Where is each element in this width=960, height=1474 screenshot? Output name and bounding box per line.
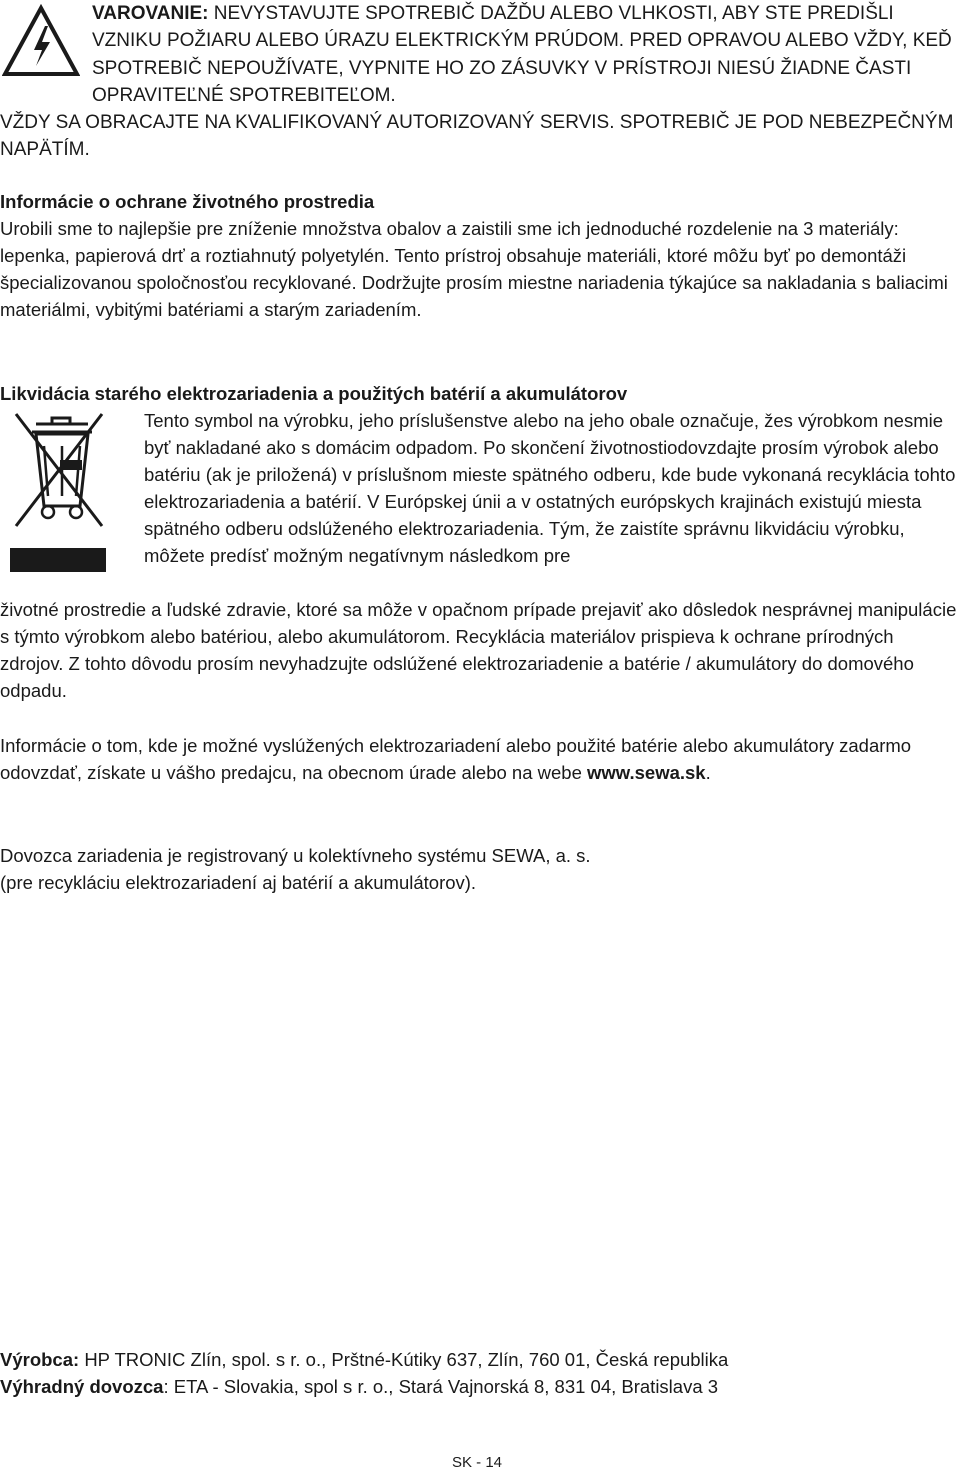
importer-line-2: (pre recykláciu elektrozariadení aj batérií a akumulátorov).	[0, 872, 477, 893]
warning-label: VAROVANIE:	[92, 3, 209, 24]
website-suffix: .	[705, 762, 711, 783]
safety-warning	[92, 0, 956, 110]
disposal-text-continued: životné prostredie a ľudské zdravie, ktoré sa môže v opačnom prípade prejaviť ako dôsledok nesprávnej manipulácie s týmto výrobkom alebo batériou, alebo akumulátorom. Recyklácia materiálov prispieva k ochrane prírodných zdrojov. Z tohto dôvodu prosím nevyhadzujte odslúžené elektrozariadenie a batérie / akumulátory do domového odpadu.	[0, 599, 957, 701]
manufacturer-value: HP TRONIC Zlín, spol. s r. o., Prštné-Kútiky 637, Zlín, 760 01, Česká republika	[84, 1349, 729, 1370]
exclusive-importer-value: : ETA - Slovakia, spol s r. o., Stará Vajnorská 8, 831 04, Bratislava 3	[163, 1376, 719, 1397]
importer-line-1: Dovozca zariadenia je registrovaný u kolektívneho systému SEWA, a. s.	[0, 845, 591, 866]
importer-registration	[0, 842, 958, 896]
manufacturer-label: Výrobca:	[0, 1349, 80, 1370]
collection-info	[0, 732, 958, 786]
warning-text: NEVYSTAVUJTE SPOTREBIČ DAŽĎU ALEBO VLHKOSTI, ABY STE PREDIŠLI VZNIKU POŽIARU ALEBO ÚRAZU ELEKTRICKÝM PRÚDOM. PRED OPRAVOU ALEBO VŽDY, KEĎ SPOTREBIČ NEPOUŽÍVATE, VYPNITE HO ZO ZÁSUVKY V PRÍSTROJI NIESÚ ŽIADNE ČASTI OPRAVITEĽNÉ SPOTREBITEĽOM.	[92, 3, 952, 107]
disposal-heading: Likvidácia starého elektrozariadenia a použitých batérií a akumulátorov	[0, 383, 628, 404]
electric-hazard-warning-icon	[2, 4, 80, 78]
exclusive-importer-label: Výhradný dovozca	[0, 1376, 164, 1397]
page-number: SK - 14	[452, 1454, 503, 1471]
website-link[interactable]: www.sewa.sk	[587, 762, 706, 783]
manufacturer-footer	[0, 1346, 958, 1400]
collection-info-text: Informácie o tom, kde je možné vyslúžených elektrozariadení alebo použité batérie alebo akumulátory zadarmo odovzdať, získate u vášho predajcu, na obecnom úrade alebo na webe	[0, 735, 912, 783]
environment-text: Urobili sme to najlepšie pre zníženie množstva obalov a zaistili sme ich jednoduché rozdelenie na 3 materiály: lepenka, papierová drť a roztiahnutý polyetylén. Tento prístroj obsahuje materiáli, ktoré môžu byť po demontáži špecializovanou spoločnosťou recyklované. Dodržujte prosím miestne nariadenia týkajúce sa nakladania s baliacimi materiálmi, vybitými batériami a starým zariadením.	[0, 218, 948, 320]
warning-text-continued: VŽDY SA OBRACAJTE NA KVALIFIKOVANÝ AUTORIZOVANÝ SERVIS. SPOTREBIČ JE POD NEBEZPEČNÝM NAPÄTÍM.	[0, 112, 954, 161]
environment-section	[0, 188, 958, 323]
environment-heading: Informácie o ochrane životného prostredia	[0, 191, 375, 212]
disposal-text: Tento symbol na výrobku, jeho príslušenstve alebo na jeho obale označuje, žes výrobkom nesmie byť nakladané ako s domácim odpadom. Po skončení životnostiodovzdajte prosím výrobok alebo batériu (ak je priložená) v príslušnom mieste spätného odberu, kde bude vykonaná recyklácia tohto elektrozariadenia a batérií. V Európskej únii a v ostatných európskych krajinách existujú miesta spätného odberu odslúženého elektrozariadenia. Tým, že zaistíte správnu likvidáciu výrobku, môžete predísť možným negatívnym následkom pre	[144, 410, 956, 566]
crossed-out-wheelie-bin-icon	[10, 410, 106, 576]
